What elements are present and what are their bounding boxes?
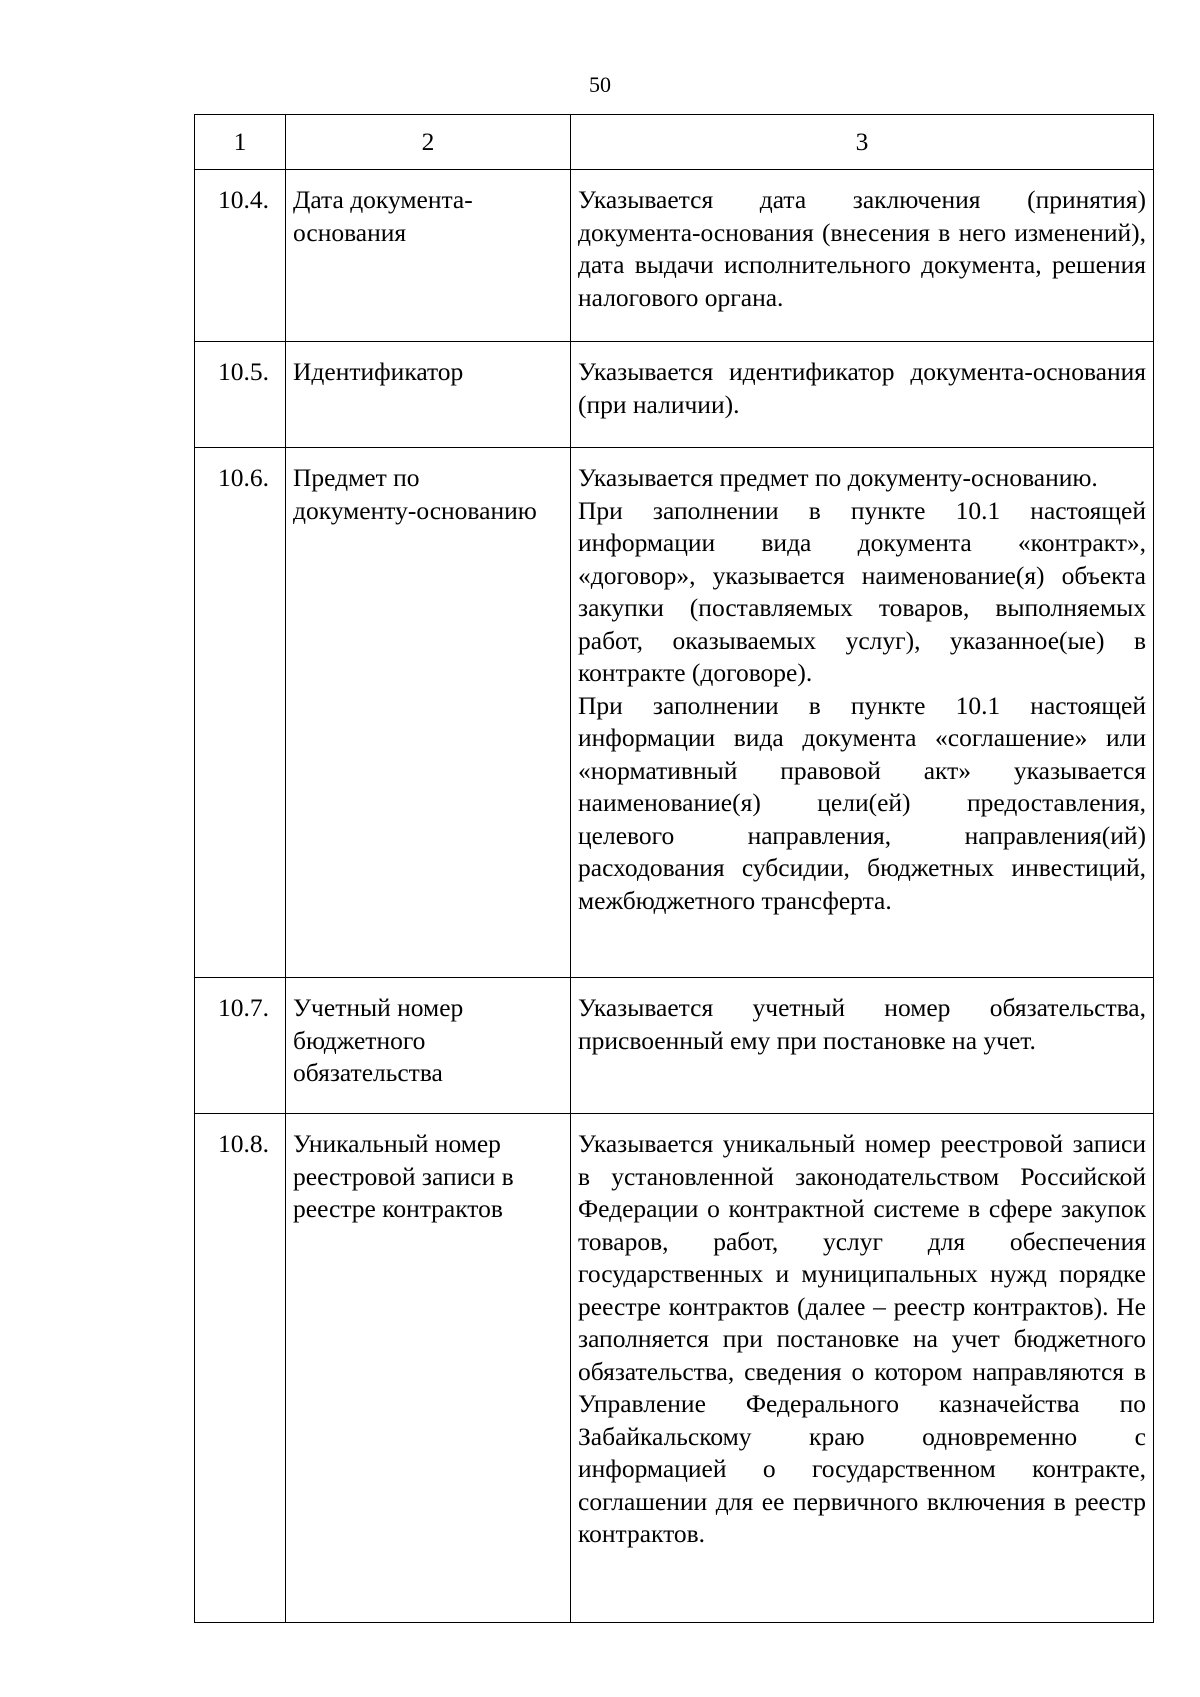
row-number: 10.5.	[195, 342, 286, 448]
description-paragraph: При заполнении в пункте 10.1 настоящей информации вида документа «контракт», «договор», указывается наименование(я) объекта закупки (поставляемых товаров, выполняемых работ, оказываемых услуг), указанное(ые) в контракте (договоре).	[578, 495, 1146, 687]
table-row	[195, 1114, 1154, 1623]
field-name	[286, 170, 571, 342]
field-name-line: бюджетного	[293, 1025, 426, 1055]
field-name-line: Уникальный номер	[293, 1129, 501, 1158]
field-name-line: Дата документа-	[293, 185, 473, 214]
table-row	[195, 978, 1154, 1114]
field-name-line: Предмет по	[293, 463, 420, 492]
column-header-2: 2	[286, 115, 571, 170]
description-paragraph: Указывается уникальный номер реестровой записи в установленной законодательством Российской Федерации о контрактной системе в сфере закупок товаров, работ, услуг для обеспечения государственных и муниципальных нужд порядке реестре контрактов (далее – реестр контрактов). Не заполняется при постановке на учет бюджетного обязательства, сведения о котором направляются в Управление Федерального казначейства по Забайкальскому краю одновременно с информацией о государственном контракте, соглашении для ее первичного включения в реестр контрактов.	[578, 1129, 1146, 1548]
table-row	[195, 448, 1154, 978]
field-name	[286, 978, 571, 1114]
table-row	[195, 170, 1154, 342]
field-name	[286, 1114, 571, 1623]
row-number: 10.8.	[195, 1114, 286, 1623]
document-table	[194, 114, 1154, 1623]
field-description	[571, 978, 1154, 1114]
row-number: 10.7.	[195, 978, 286, 1114]
table-row	[195, 342, 1154, 448]
field-name-line: реестровой записи в	[293, 1161, 514, 1191]
field-name-line: Идентификатор	[293, 357, 464, 386]
field-description	[571, 448, 1154, 978]
column-header-1: 1	[195, 115, 286, 170]
field-description	[571, 1114, 1154, 1623]
field-description	[571, 342, 1154, 448]
field-name-line: реестре контрактов	[293, 1194, 503, 1223]
field-description	[571, 170, 1154, 342]
description-paragraph: При заполнении в пункте 10.1 настоящей информации вида документа «соглашение» или «нормативный правовой акт» указывается наименование(я) цели(ей) предоставления, целевого направления, направления(ий) расходования субсидии, бюджетных инвестиций, межбюджетного трансферта.	[578, 690, 1146, 915]
page-number: 50	[589, 72, 611, 97]
field-name	[286, 448, 571, 978]
table-header-row	[195, 115, 1154, 170]
field-name	[286, 342, 571, 448]
column-header-3: 3	[571, 115, 1154, 170]
field-name-line: основания	[293, 217, 407, 247]
field-name-line: Учетный номер	[293, 993, 464, 1022]
description-paragraph: Указывается идентификатор документа-основания (при наличии).	[578, 357, 1146, 419]
field-name-line: обязательства	[293, 1058, 443, 1087]
row-number: 10.6.	[195, 448, 286, 978]
row-number: 10.4.	[195, 170, 286, 342]
description-paragraph: Указывается учетный номер обязательства, присвоенный ему при постановке на учет.	[578, 993, 1146, 1055]
description-paragraph: Указывается предмет по документу-основанию.	[578, 463, 1098, 492]
field-name-line: документу-основанию	[293, 495, 537, 525]
description-paragraph: Указывается дата заключения (принятия) документа-основания (внесения в него изменений), дата выдачи исполнительного документа, решения налогового органа.	[578, 185, 1146, 312]
